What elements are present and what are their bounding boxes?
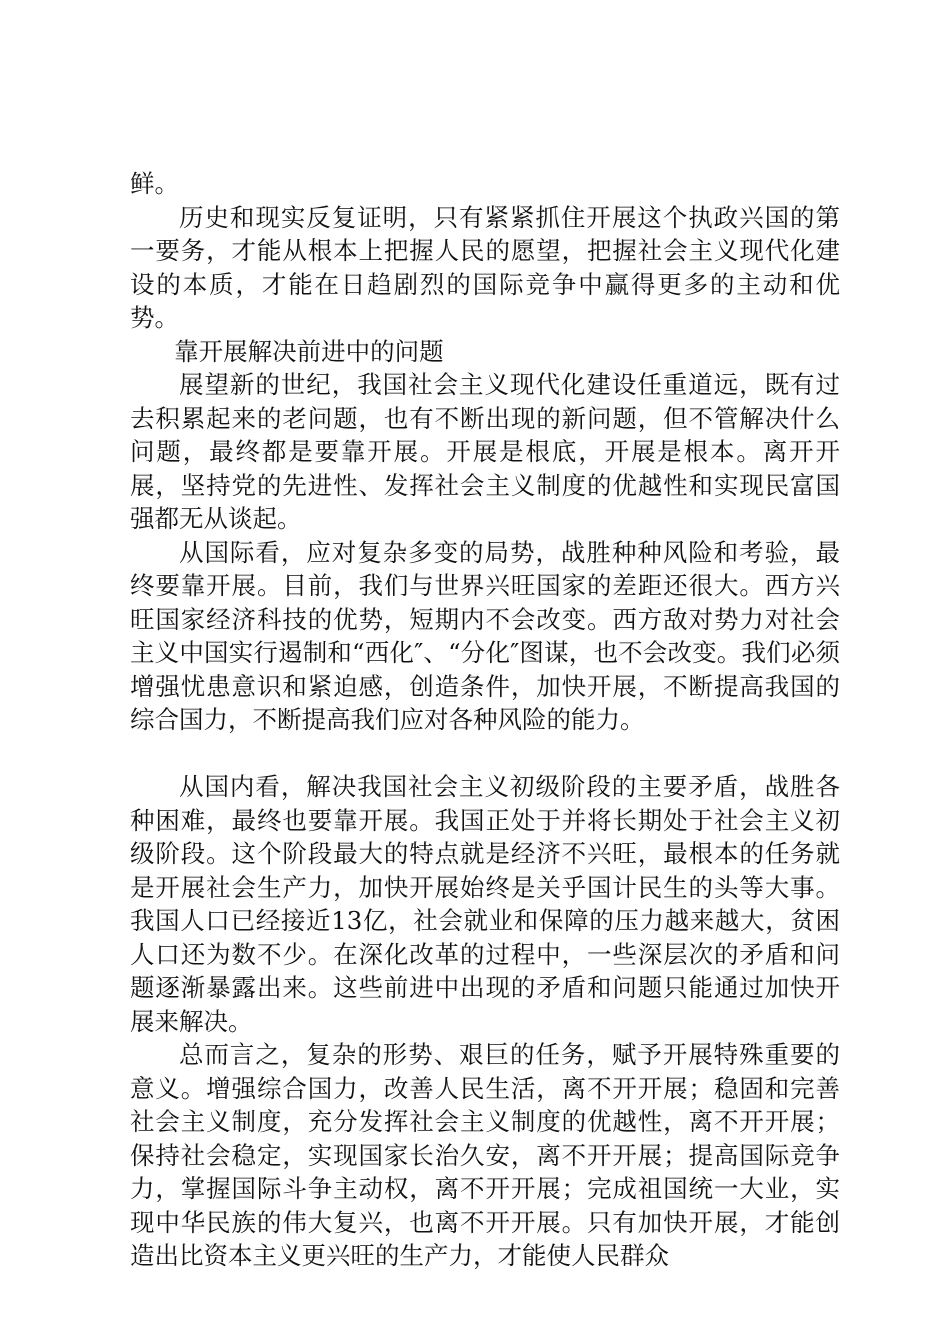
paragraph-new-century: 展望新的世纪，我国社会主义现代化建设任重道远，既有过去积累起来的老问题，也有不断出现的新问题，但不管解决什么问题，最终都是要靠开展。开展是根底，开展是根本。离开开展，坚持党的先进性、发挥社会主义制度的优越性和实现民富国强都无从谈起。: [130, 370, 840, 533]
paragraph-domestic: 从国内看，解决我国社会主义初级阶段的主要矛盾，战胜各种困难，最终也要靠开展。我国正处于并将长期处于社会主义初级阶段。这个阶段最大的特点就是经济不兴旺，最根本的任务就是开展社会生产力，加快开展始终是关乎国计民生的头等大事。我国人口已经接近13亿，社会就业和保障的压力越来越大，贫困人口还为数不少。在深化改革的过程中，一些深层次的矛盾和问题逐渐暴露出来。这些前进中出现的矛盾和问题只能通过加快开展来解决。: [130, 772, 840, 1036]
paragraph-continuation: 鲜。: [130, 169, 179, 198]
paragraph-international: 从国际看，应对复杂多变的局势，战胜种种风险和考验，最终要靠开展。目前，我们与世界兴旺国家的差距还很大。西方兴旺国家经济科技的优势，短期内不会改变。西方敌对势力对社会主义中国实行遏制和“西化″、“分化″图谋，也不会改变。我们必须增强忧患意识和紧迫感，创造条件，加快开展，不断提高我国的综合国力，不断提高我们应对各种风险的能力。: [130, 537, 840, 734]
section-heading: 靠开展解决前进中的问题: [174, 336, 444, 366]
paragraph-summary: 总而言之，复杂的形势、艰巨的任务，赋予开展特殊重要的意义。增强综合国力，改善人民生活，离不开开展；稳固和完善社会主义制度，充分发挥社会主义制度的优越性，离不开开展；保持社会稳定，实现国家长治久安，离不开开展；提高国际竞争力，掌握国际斗争主动权，离不开开展；完成祖国统一大业，实现中华民族的伟大复兴，也离不开开展。只有加快开展，才能创造出比资本主义更兴旺的生产力，才能使人民群众: [130, 1040, 840, 1270]
paragraph-history-proof: 历史和现实反复证明，只有紧紧抓住开展这个执政兴国的第一要务，才能从根本上把握人民的愿望，把握社会主义现代化建设的本质，才能在日趋剧烈的国际竞争中赢得更多的主动和优势。: [130, 202, 840, 332]
document-body: [130, 167, 840, 1273]
